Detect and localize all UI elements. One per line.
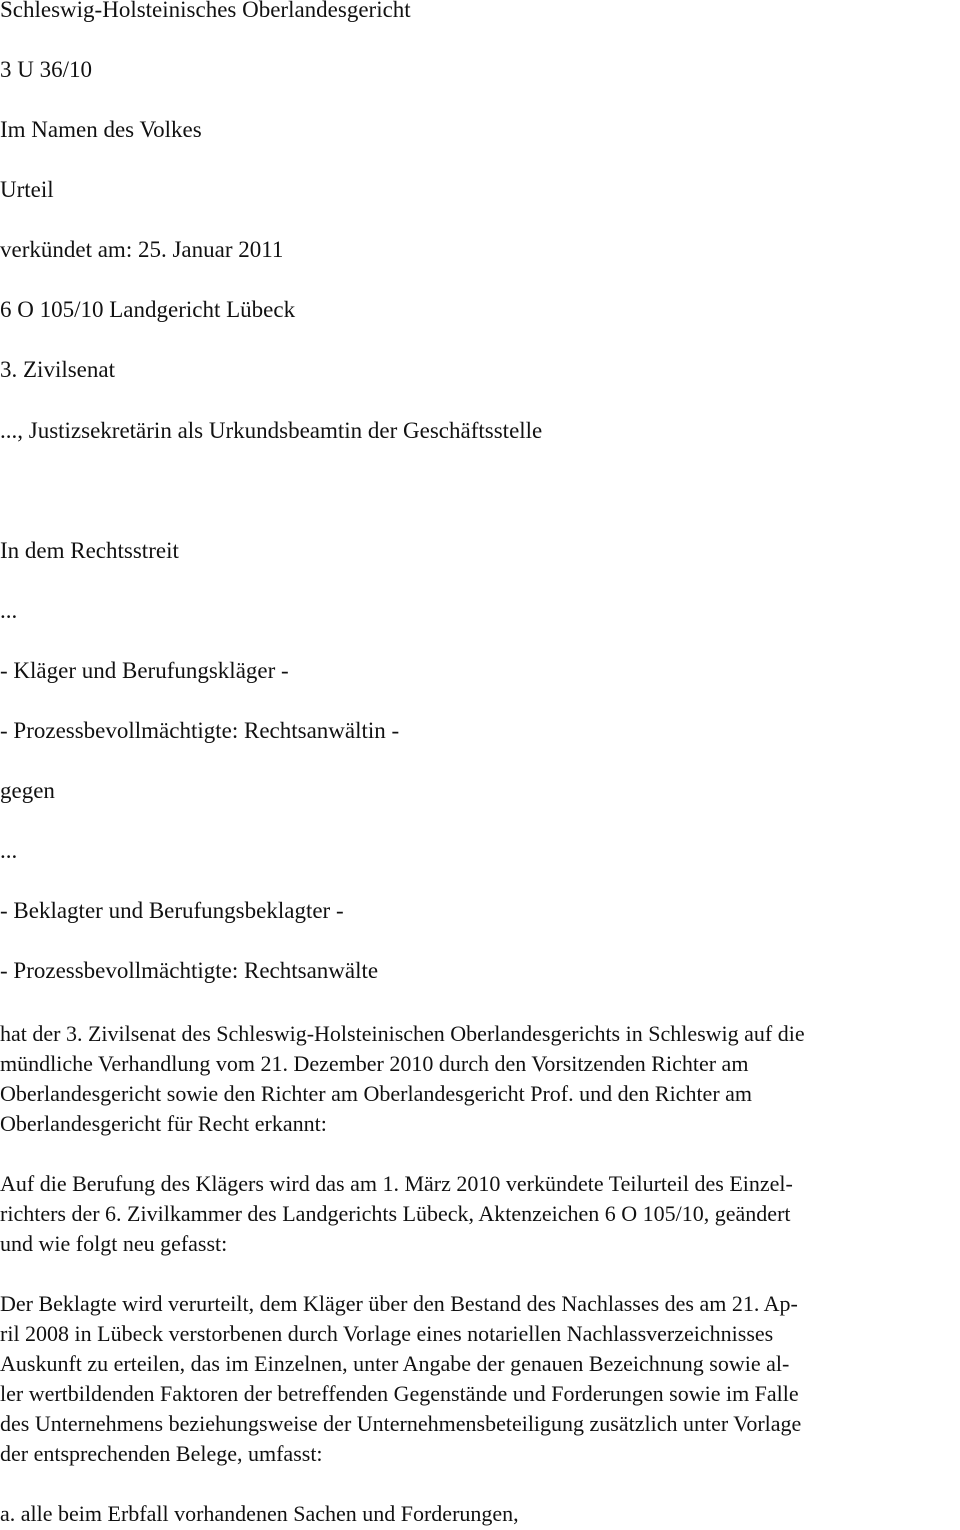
plaintiff-role: - Kläger und Berufungskläger - <box>0 658 289 683</box>
appeal-ruling-paragraph <box>0 1169 956 1259</box>
pronounced-date: verkündet am: 25. Januar 2011 <box>0 237 284 262</box>
paragraph-line: des Unternehmens beziehungsweise der Unternehmensbeteiligung zusätzlich unter Vorlage <box>0 1411 802 1436</box>
paragraph-line: der entsprechenden Belege, umfasst: <box>0 1441 323 1466</box>
case-number: 3 U 36/10 <box>0 57 92 82</box>
court-clerk: ..., Justizsekretärin als Urkundsbeamtin der Geschäftsstelle <box>0 418 543 443</box>
paragraph-line: Auf die Berufung des Klägers wird das am 1. März 2010 verkündete Teilurteil des Einzel- <box>0 1171 793 1196</box>
defendant-role: - Beklagter und Berufungsbeklagter - <box>0 898 344 923</box>
paragraph-line: ler wertbildenden Faktoren der betreffenden Gegenstände und Forderungen sowie im Falle <box>0 1381 799 1406</box>
paragraph-line: Oberlandesgericht sowie den Richter am Oberlandesgericht Prof. und den Richter am <box>0 1081 753 1106</box>
defendant-counsel: - Prozessbevollmächtigte: Rechtsanwälte <box>0 958 379 983</box>
versus: gegen <box>0 778 55 803</box>
court-composition-paragraph <box>0 1019 956 1139</box>
court-name: Schleswig-Holsteinisches Oberlandesgericht <box>0 0 411 22</box>
paragraph-line: Auskunft zu erteilen, das im Einzelnen, unter Angabe der genauen Bezeichnung sowie al- <box>0 1351 790 1376</box>
paragraph-line: mündliche Verhandlung vom 21. Dezember 2010 durch den Vorsitzenden Richter am <box>0 1051 749 1076</box>
in-the-name-of-the-people: Im Namen des Volkes <box>0 117 202 142</box>
lower-court-reference: 6 O 105/10 Landgericht Lübeck <box>0 297 296 322</box>
senate: 3. Zivilsenat <box>0 357 115 382</box>
paragraph-line: Oberlandesgericht für Recht erkannt: <box>0 1111 327 1136</box>
paragraph-line: richters der 6. Zivilkammer des Landgerichts Lübeck, Aktenzeichen 6 O 105/10, geändert <box>0 1201 791 1226</box>
paragraph-line: Der Beklagte wird verurteilt, dem Kläger über den Bestand des Nachlasses des am 21. Ap- <box>0 1291 798 1316</box>
paragraph-line: und wie folgt neu gefasst: <box>0 1231 228 1256</box>
dispute-intro: In dem Rechtsstreit <box>0 538 179 563</box>
judgment-type: Urteil <box>0 177 54 202</box>
plaintiff-name-placeholder: ... <box>0 598 18 623</box>
defendant-name-placeholder: ... <box>0 838 18 863</box>
verdict-paragraph <box>0 1289 956 1469</box>
paragraph-line: hat der 3. Zivilsenat des Schleswig-Holsteinischen Oberlandesgerichts in Schleswig auf die <box>0 1021 805 1046</box>
plaintiff-counsel: - Prozessbevollmächtigte: Rechtsanwältin - <box>0 718 400 743</box>
paragraph-line: ril 2008 in Lübeck verstorbenen durch Vorlage eines notariellen Nachlassverzeichnisses <box>0 1321 774 1346</box>
list-item-a: a. alle beim Erbfall vorhandenen Sachen und Forderungen, <box>0 1501 519 1526</box>
